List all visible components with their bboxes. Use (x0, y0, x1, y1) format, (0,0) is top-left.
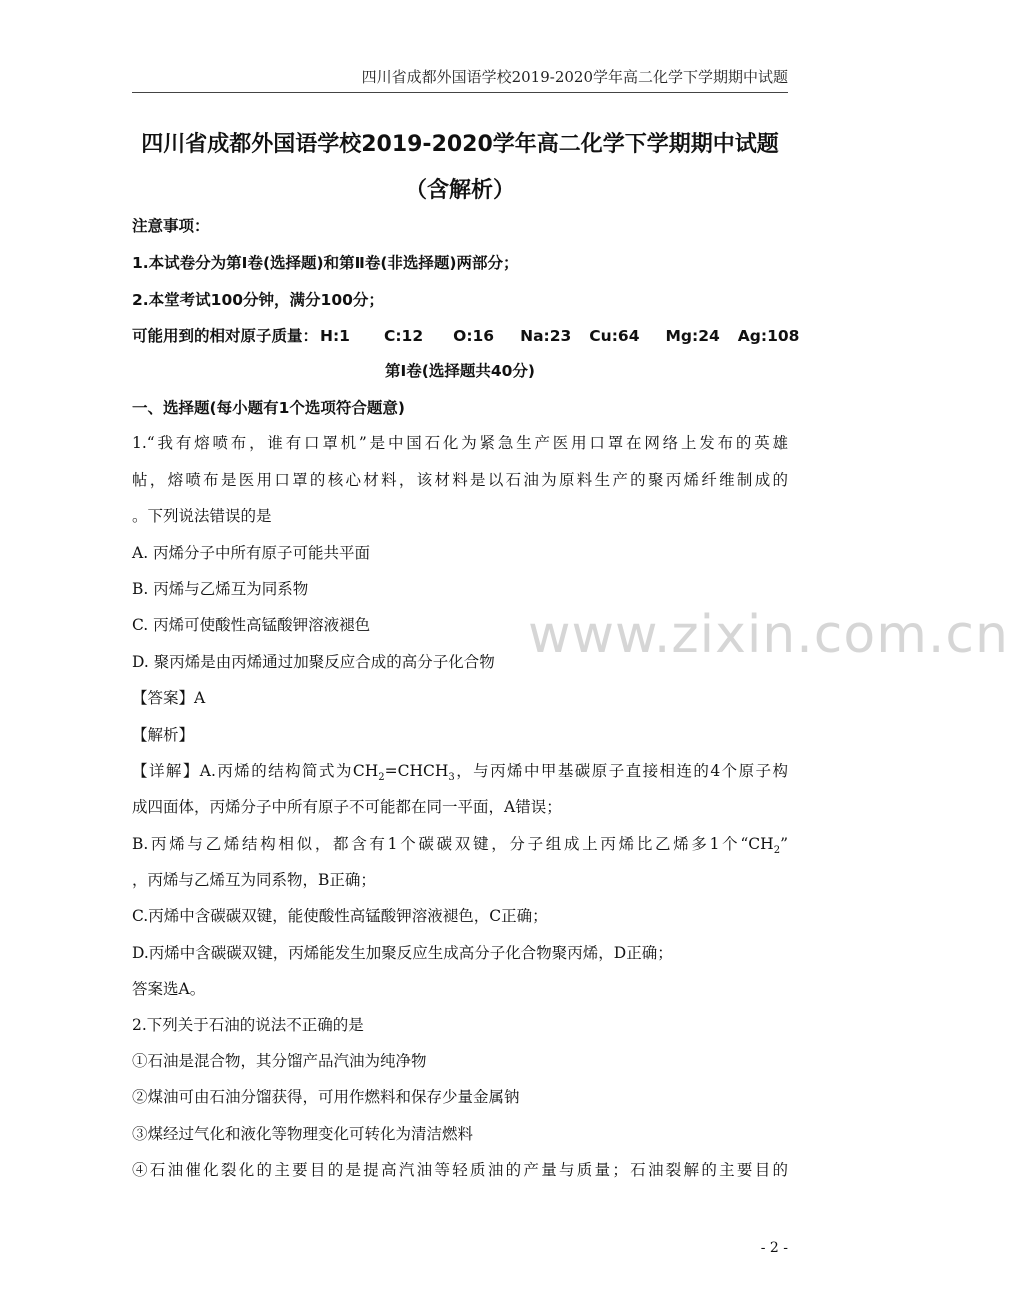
q1-stem-line-1: 1.“我有熔喷布，谁有口罩机”是中国石化为紧急生产医用口罩在网络上发布的英雄 (132, 434, 788, 452)
atomic-masses-label: 可能用到的相对原子质量： (132, 327, 319, 345)
running-header: 四川省成都外国语学校2019-2020学年高二化学下学期期中试题 (361, 68, 788, 86)
notes-heading: 注意事项： (132, 217, 210, 235)
watermark: www.zixin.com.cn (528, 605, 1009, 665)
q1-option-c: C. 丙烯可使酸性高锰酸钾溶液褪色 (132, 616, 371, 634)
notes-item-2: 2.本堂考试100分钟，满分100分； (132, 291, 384, 309)
atomic-masses-line (132, 326, 799, 346)
q2-stem: 2.下列关于石油的说法不正确的是 (132, 1016, 364, 1034)
q1-option-d: D. 聚丙烯是由丙烯通过加聚反应合成的高分子化合物 (132, 653, 495, 671)
atomic-mass-o: O:16 (453, 327, 495, 345)
detail-a-text-3: ，与丙烯中甲基碳原子直接相连的4个原子构 (454, 762, 788, 780)
detail-b-text-2: ” (780, 835, 788, 853)
part-heading: 一、选择题(每小题有1个选项符合题意) (132, 399, 405, 417)
q1-analysis-label: 【解析】 (132, 726, 195, 744)
q1-detail-d: D.丙烯中含碳碳双键，丙烯能发生加聚反应生成高分子化合物聚丙烯，D正确； (132, 944, 673, 962)
atomic-mass-c: C:12 (383, 327, 424, 345)
q2-statement-4: ④石油催化裂化的主要目的是提高汽油等轻质油的产量与质量；石油裂解的主要目的 (132, 1161, 788, 1179)
document-title: 四川省成都外国语学校2019-2020学年高二化学下学期期中试题 (141, 132, 779, 157)
q2-statement-3: ③煤经过气化和液化等物理变化可转化为清洁燃料 (132, 1125, 474, 1143)
atomic-mass-cu: Cu:64 (589, 327, 640, 345)
q1-answer: 【答案】A (132, 689, 206, 707)
detail-a-text-1: 【详解】A.丙烯的结构简式为CH (132, 762, 379, 780)
atomic-mass-ag: Ag:108 (737, 327, 800, 345)
document-subtitle: （含解析） (404, 178, 515, 203)
q2-statement-2: ②煤油可由石油分馏获得，可用作燃料和保存少量金属钠 (132, 1088, 520, 1106)
q2-statement-1: ①石油是混合物，其分馏产品汽油为纯净物 (132, 1052, 427, 1070)
volume-title: 第Ⅰ卷(选择题共40分) (384, 362, 535, 380)
detail-b-text-1: B.丙烯与乙烯结构相似，都含有1个碳碳双键，分子组成上丙烯比乙烯多1个“CH (132, 835, 774, 853)
q1-detail-a (132, 761, 788, 788)
q1-stem-line-2: 帖，熔喷布是医用口罩的核心材料，该材料是以石油为原料生产的聚丙烯纤维制成的 (132, 471, 788, 489)
detail-a-text-2: =CHCH (384, 762, 449, 780)
q1-option-a: A. 丙烯分子中所有原子可能共平面 (132, 544, 371, 562)
page-number: - 2 - (760, 1240, 788, 1256)
atomic-mass-na: Na:23 (520, 327, 572, 345)
q1-conclusion: 答案选A。 (132, 980, 206, 998)
atomic-mass-h: H:1 (320, 327, 350, 345)
q1-detail-c: C.丙烯中含碳碳双键，能使酸性高锰酸钾溶液褪色，C正确； (132, 907, 548, 925)
detail-b-subscript: 2 (773, 845, 781, 857)
notes-item-1: 1.本试卷分为第Ⅰ卷(选择题)和第Ⅱ卷(非选择题)两部分； (132, 254, 519, 272)
atomic-mass-mg: Mg:24 (665, 327, 720, 345)
q1-detail-a-line-2: 成四面体，丙烯分子中所有原子不可能都在同一平面，A错误； (132, 798, 562, 816)
q1-option-b: B. 丙烯与乙烯互为同系物 (132, 580, 309, 598)
header-rule (132, 92, 788, 93)
q1-detail-b (132, 834, 788, 861)
q1-detail-b-line-2: ，丙烯与乙烯互为同系物，B正确； (132, 871, 376, 889)
detail-a-subscript-1: 2 (378, 772, 385, 784)
detail-a-subscript-2: 3 (448, 772, 455, 784)
q1-stem-line-3: 。下列说法错误的是 (132, 507, 272, 525)
